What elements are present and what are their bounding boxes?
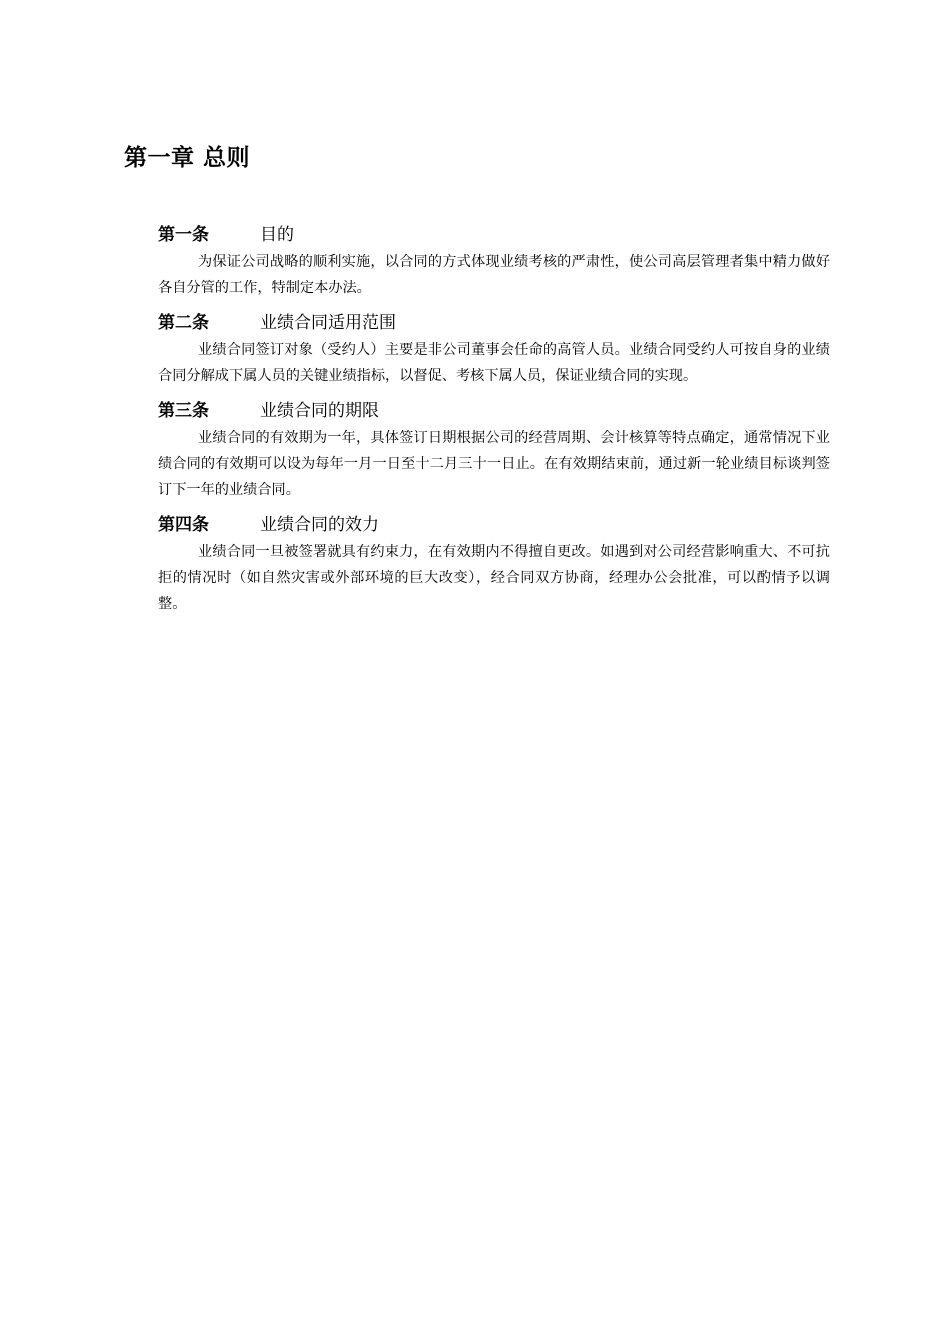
article-2 — [158, 310, 830, 389]
article-body: 业绩合同的有效期为一年，具体签订日期根据公司的经营周期、会计核算等特点确定，通常情况下业绩合同的有效期可以设为每年一月一日至十二月三十一日止。在有效期结束前，通过新一轮业绩目标谈判签订下一年的业绩合同。 — [158, 430, 830, 498]
article-number: 第二条 — [158, 313, 209, 333]
article-4 — [158, 512, 830, 617]
article-heading — [158, 512, 830, 539]
article-1 — [158, 222, 830, 301]
article-title: 业绩合同的效力 — [260, 515, 379, 535]
article-heading — [158, 310, 830, 337]
article-3 — [158, 398, 830, 503]
article-title: 目的 — [260, 225, 294, 245]
article-title: 业绩合同的期限 — [260, 401, 379, 421]
article-body: 业绩合同签订对象（受约人）主要是非公司董事会任命的高管人员。业绩合同受约人可按自身的业绩合同分解成下属人员的关键业绩指标，以督促、考核下属人员，保证业绩合同的实现。 — [158, 342, 830, 384]
article-title: 业绩合同适用范围 — [260, 313, 396, 333]
article-number: 第四条 — [158, 515, 209, 535]
article-number: 第三条 — [158, 401, 209, 421]
article-list — [158, 222, 830, 626]
article-heading — [158, 398, 830, 425]
article-heading — [158, 222, 830, 249]
chapter-title: 第一章 总则 — [124, 145, 251, 171]
article-number: 第一条 — [158, 225, 209, 245]
article-body: 业绩合同一旦被签署就具有约束力，在有效期内不得擅自更改。如遇到对公司经营影响重大、不可抗拒的情况时（如自然灾害或外部环境的巨大改变），经合同双方协商，经理办公会批准，可以酌情予以调整。 — [158, 544, 830, 612]
article-body: 为保证公司战略的顺利实施，以合同的方式体现业绩考核的严肃性，使公司高层管理者集中精力做好各自分管的工作，特制定本办法。 — [158, 254, 830, 296]
